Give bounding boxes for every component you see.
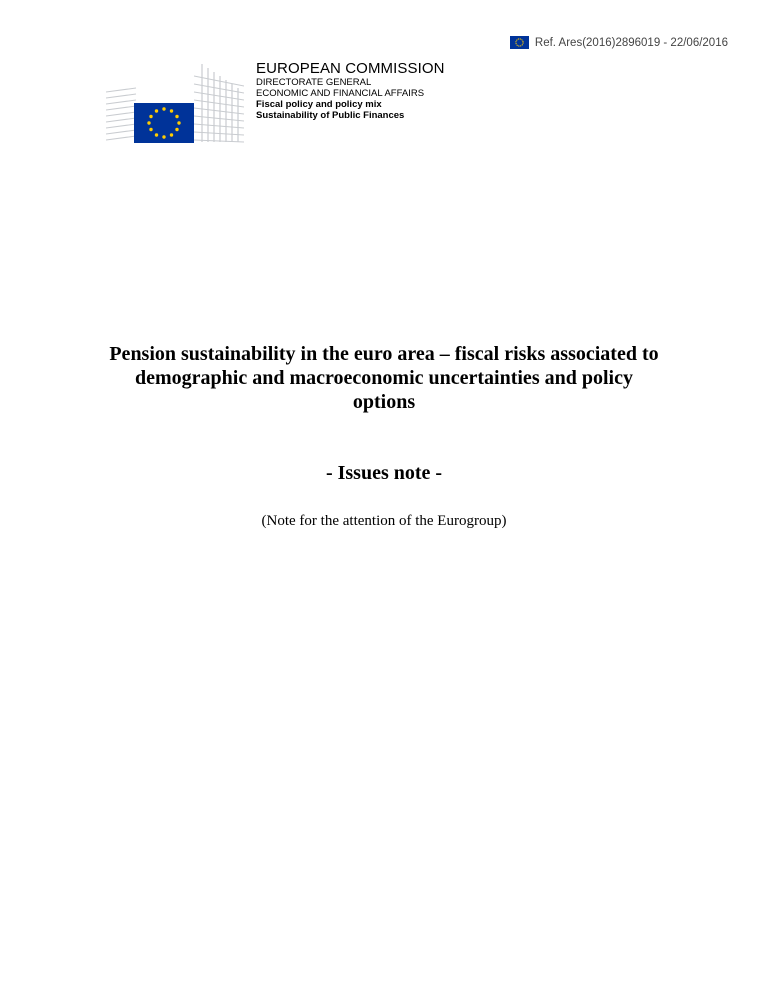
eu-flag-icon [510, 36, 529, 49]
reference-text: Ref. Ares(2016)2896019 - 22/06/2016 [534, 36, 728, 49]
unit-line-1: Fiscal policy and policy mix [256, 99, 382, 110]
directorate-name: ECONOMIC AND FINANCIAL AFFAIRS [256, 88, 425, 99]
organization-name: EUROPEAN COMMISSION [256, 60, 445, 77]
organization-block [256, 60, 445, 121]
document-title [84, 342, 684, 414]
document-subtitle: - Issues note - [325, 462, 443, 484]
european-commission-logo [106, 62, 244, 144]
directorate-line: DIRECTORATE GENERAL [256, 77, 372, 88]
unit-line-2: Sustainability of Public Finances [256, 110, 405, 121]
reference-header [510, 36, 728, 49]
title-line: Pension sustainability in the euro area – fiscal risks associated to [109, 343, 659, 365]
title-line: demographic and macroeconomic uncertainties and policy [135, 367, 633, 389]
document-note: (Note for the attention of the Eurogroup) [261, 513, 507, 529]
title-line: options [352, 391, 416, 413]
